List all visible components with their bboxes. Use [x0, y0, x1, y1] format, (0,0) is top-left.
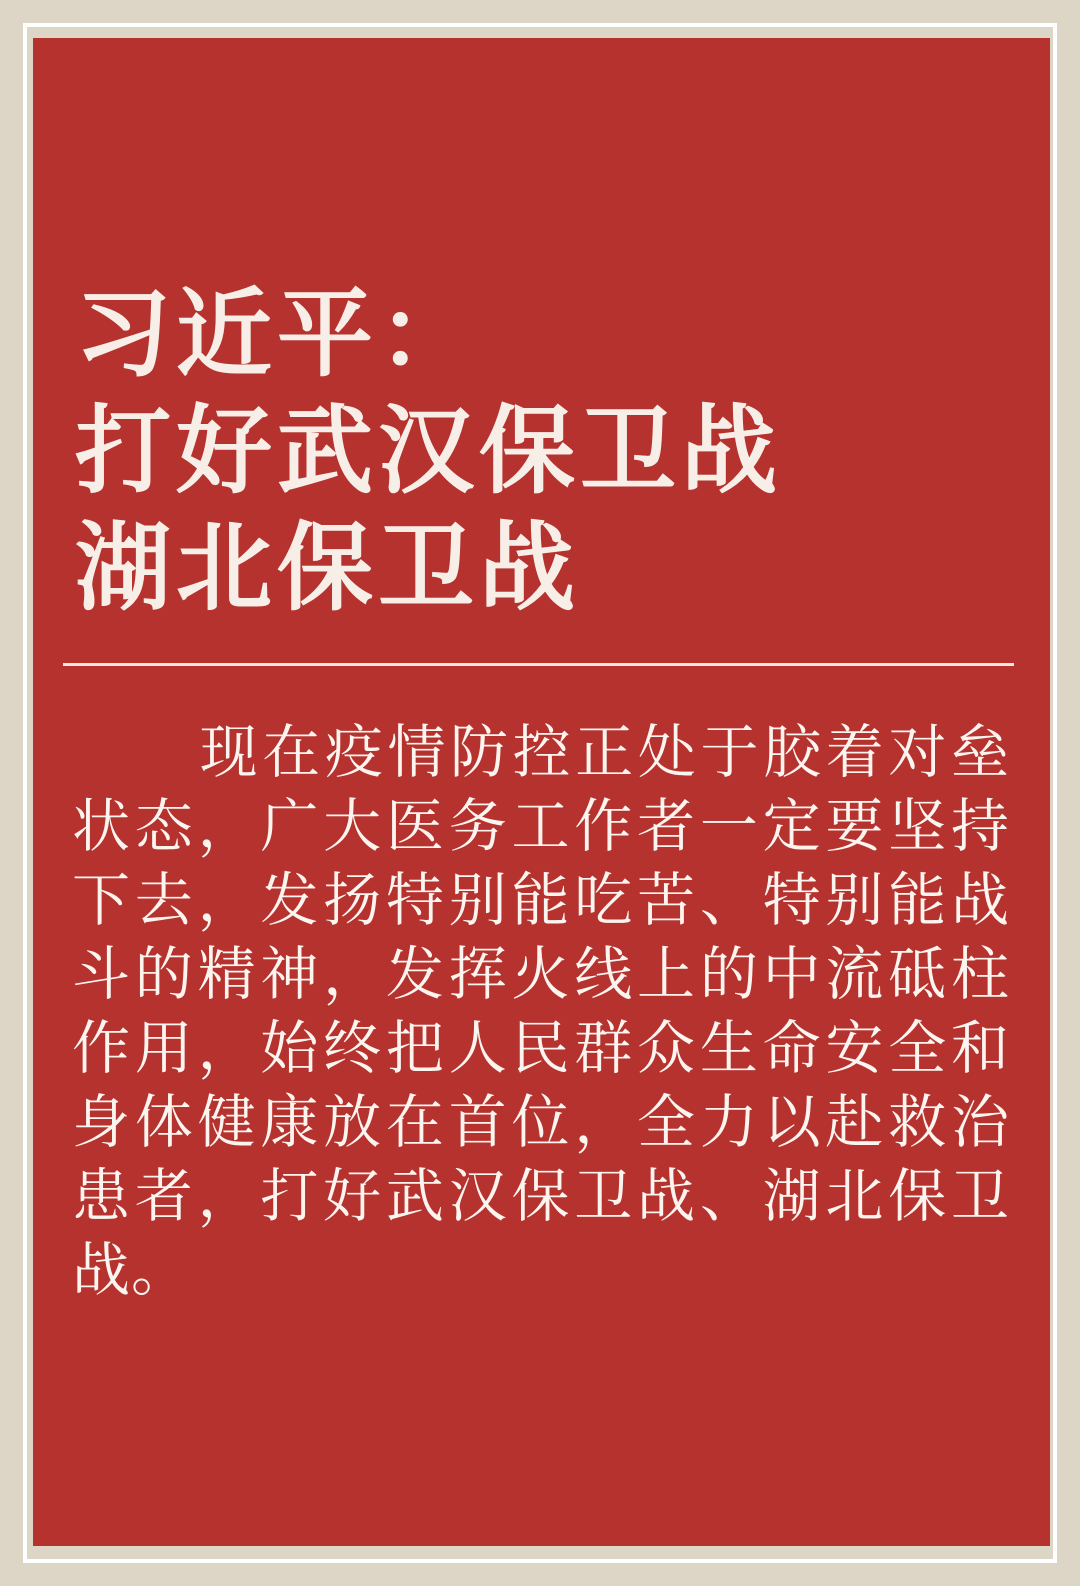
poster-title [75, 276, 1010, 627]
title-line-speaker: 习近平： [75, 281, 479, 388]
quote-body-paragraph: 现在疫情防控正处于胶着对垒状态，广大医务工作者一定要坚持下去，发扬特别能吃苦、特别能战斗的精神，发挥火线上的中流砥柱作用，始终把人民群众生命安全和身体健康放在首位，全力以赴救治患者，打好武汉保卫战、湖北保卫战。 [72, 720, 1010, 1304]
title-line-hubei: 湖北保卫战 [75, 515, 580, 623]
red-quote-card [33, 38, 1050, 1546]
title-line-wuhan: 打好武汉保卫战 [75, 398, 782, 506]
title-divider-line [63, 663, 1014, 666]
